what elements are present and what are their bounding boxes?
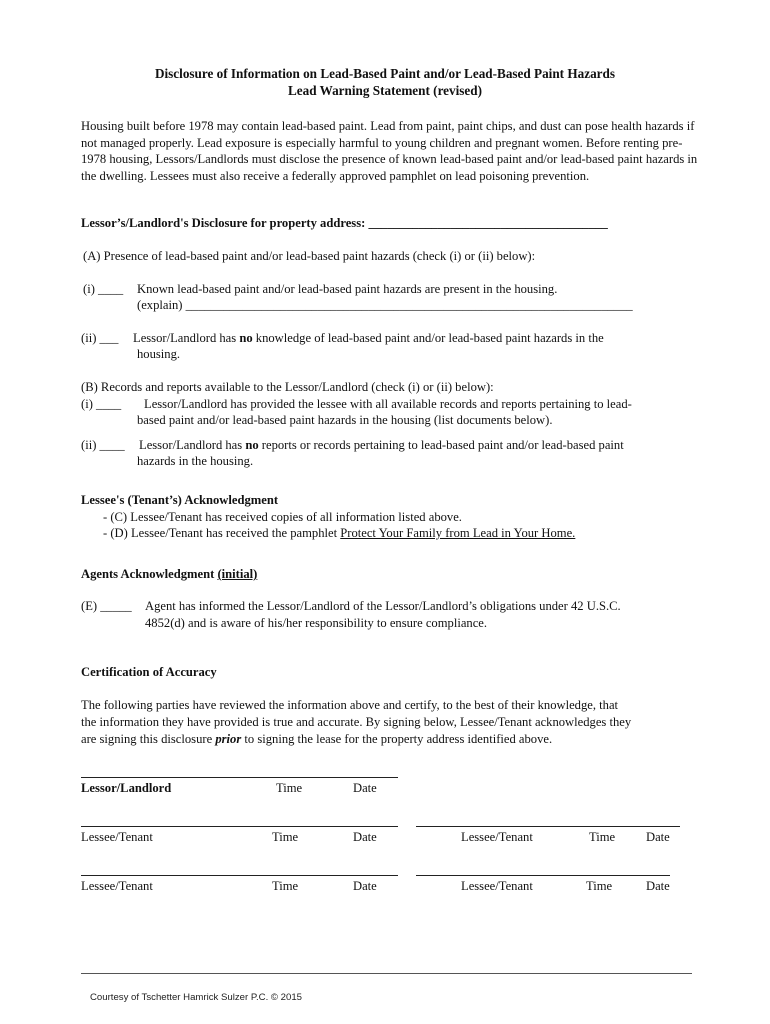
section-b-ii-text-2: reports or records pertaining to lead-based paint and/or lead-based paint [258, 438, 624, 452]
section-b-ii-text [139, 438, 624, 453]
lessee-ack-c: - (C) Lessee/Tenant has received copies of all information listed above. [103, 510, 462, 524]
lessor-date-label: Date [353, 781, 377, 795]
section-a-i-checkbox[interactable]: (i) ____ [83, 282, 124, 296]
lessee-4-signature-label: Lessee/Tenant [461, 879, 533, 893]
section-a-heading: (A) Presence of lead-based paint and/or lead-based paint hazards (check (i) or (ii) below): [83, 249, 536, 263]
lessee-2-signature-line[interactable] [416, 826, 680, 827]
section-a-ii-text [133, 331, 604, 346]
section-a-ii-bold: no [239, 331, 253, 345]
lessor-time-label: Time [276, 781, 303, 795]
lessor-disclosure-heading-text: Lessor’s/Landlord's Disclosure for property address: [81, 216, 369, 230]
lessee-1-date-label: Date [353, 830, 377, 844]
lessor-signature-line[interactable] [81, 777, 398, 778]
certification-text-3a: are signing this disclosure [81, 732, 216, 746]
lessee-3-signature-label: Lessee/Tenant [81, 879, 153, 893]
agent-ack-e-text-2: 4852(d) and is aware of his/her responsibility to ensure compliance. [145, 616, 488, 630]
lessee-1-signature-line[interactable] [81, 826, 398, 827]
section-a-ii-text-2: knowledge of lead-based paint and/or lead-based paint hazards in the [252, 331, 604, 345]
pamphlet-title: Protect Your Family from Lead in Your Home. [340, 526, 576, 540]
agent-ack-heading [81, 567, 257, 582]
agent-ack-heading-initial: (initial) [217, 567, 258, 581]
agent-initial-field[interactable]: (E) _____ [81, 599, 132, 613]
certification-text-2: the information they have provided is true and accurate. By signing below, Lessee/Tenant acknowledges they [81, 715, 632, 729]
document-subtitle: Lead Warning Statement (revised) [287, 83, 483, 98]
document-title: Disclosure of Information on Lead-Based Paint and/or Lead-Based Paint Hazards [154, 66, 615, 81]
section-b-i-text-1: Lessor/Landlord has provided the lessee with all available records and reports pertaining to lead- [144, 397, 632, 411]
section-b-i-text-2: based paint and/or lead-based paint hazards in the housing (list documents below). [137, 413, 553, 427]
certification-heading: Certification of Accuracy [81, 665, 217, 679]
section-b-ii-text-1: Lessor/Landlord has [139, 438, 246, 452]
agent-ack-heading-text: Agents Acknowledgment [81, 567, 218, 581]
lessee-3-date-label: Date [353, 879, 377, 893]
footer-divider [81, 973, 692, 974]
lessee-4-date-label: Date [646, 879, 670, 893]
section-a-ii-text-3: housing. [137, 347, 181, 361]
certification-text-3 [81, 732, 552, 747]
certification-prior: prior [215, 732, 242, 746]
lessee-4-signature-line[interactable] [416, 875, 670, 876]
lessee-2-signature-label: Lessee/Tenant [461, 830, 533, 844]
lessor-signature-label: Lessor/Landlord [81, 781, 172, 795]
section-b-ii-text-3: hazards in the housing. [137, 454, 254, 468]
section-b-ii-checkbox[interactable]: (ii) ____ [81, 438, 125, 452]
lessee-4-time-label: Time [586, 879, 613, 893]
lessee-ack-heading: Lessee's (Tenant’s) Acknowledgment [81, 493, 279, 507]
certification-text-1: The following parties have reviewed the information above and certify, to the best of their knowledge, that [81, 698, 619, 712]
section-b-ii-bold: no [245, 438, 259, 452]
property-address-field[interactable]: ______________________________________ [368, 216, 608, 230]
footer-credit: Courtesy of Tschetter Hamrick Sulzer P.C. © 2015 [90, 992, 302, 1003]
certification-text-3c: to signing the lease for the property address identified above. [241, 732, 553, 746]
lead-warning-statement: Housing built before 1978 may contain lead-based paint. Lead from paint, paint chips, and dust can pose health hazards if not managed properly. Lead exposure is especially harmful to young children and pregnant women. Before renting pre-1978 housing, Lessors/Landlords must disclose the presence of known lead-based paint and/or lead-based paint hazards in the dwelling. Lessees must also receive a federally approved pamphlet on lead poisoning prevention. [81, 119, 698, 183]
section-b-i-checkbox[interactable]: (i) ____ [81, 397, 122, 411]
section-a-ii-text-1: Lessor/Landlord has [133, 331, 240, 345]
lessee-1-time-label: Time [272, 830, 299, 844]
section-a-i-text: Known lead-based paint and/or lead-based paint hazards are present in the housing. [137, 282, 558, 296]
agent-ack-e-text-1: Agent has informed the Lessor/Landlord of the Lessor/Landlord’s obligations under 42 U.S.C. [145, 599, 621, 613]
lessor-disclosure-heading [81, 216, 608, 231]
section-a-i-explain-field[interactable]: (explain) _______________________________________________________________________ [137, 298, 633, 312]
section-a-ii-checkbox[interactable]: (ii) ___ [81, 331, 119, 345]
lessee-ack-d-prefix: - (D) Lessee/Tenant has received the pamphlet [103, 526, 341, 540]
lessee-1-signature-label: Lessee/Tenant [81, 830, 153, 844]
lessee-3-time-label: Time [272, 879, 299, 893]
lessee-2-time-label: Time [589, 830, 616, 844]
lessee-3-signature-line[interactable] [81, 875, 398, 876]
lessee-2-date-label: Date [646, 830, 670, 844]
section-b-heading: (B) Records and reports available to the Lessor/Landlord (check (i) or (ii) below): [81, 380, 494, 394]
lessee-ack-d [103, 526, 575, 541]
